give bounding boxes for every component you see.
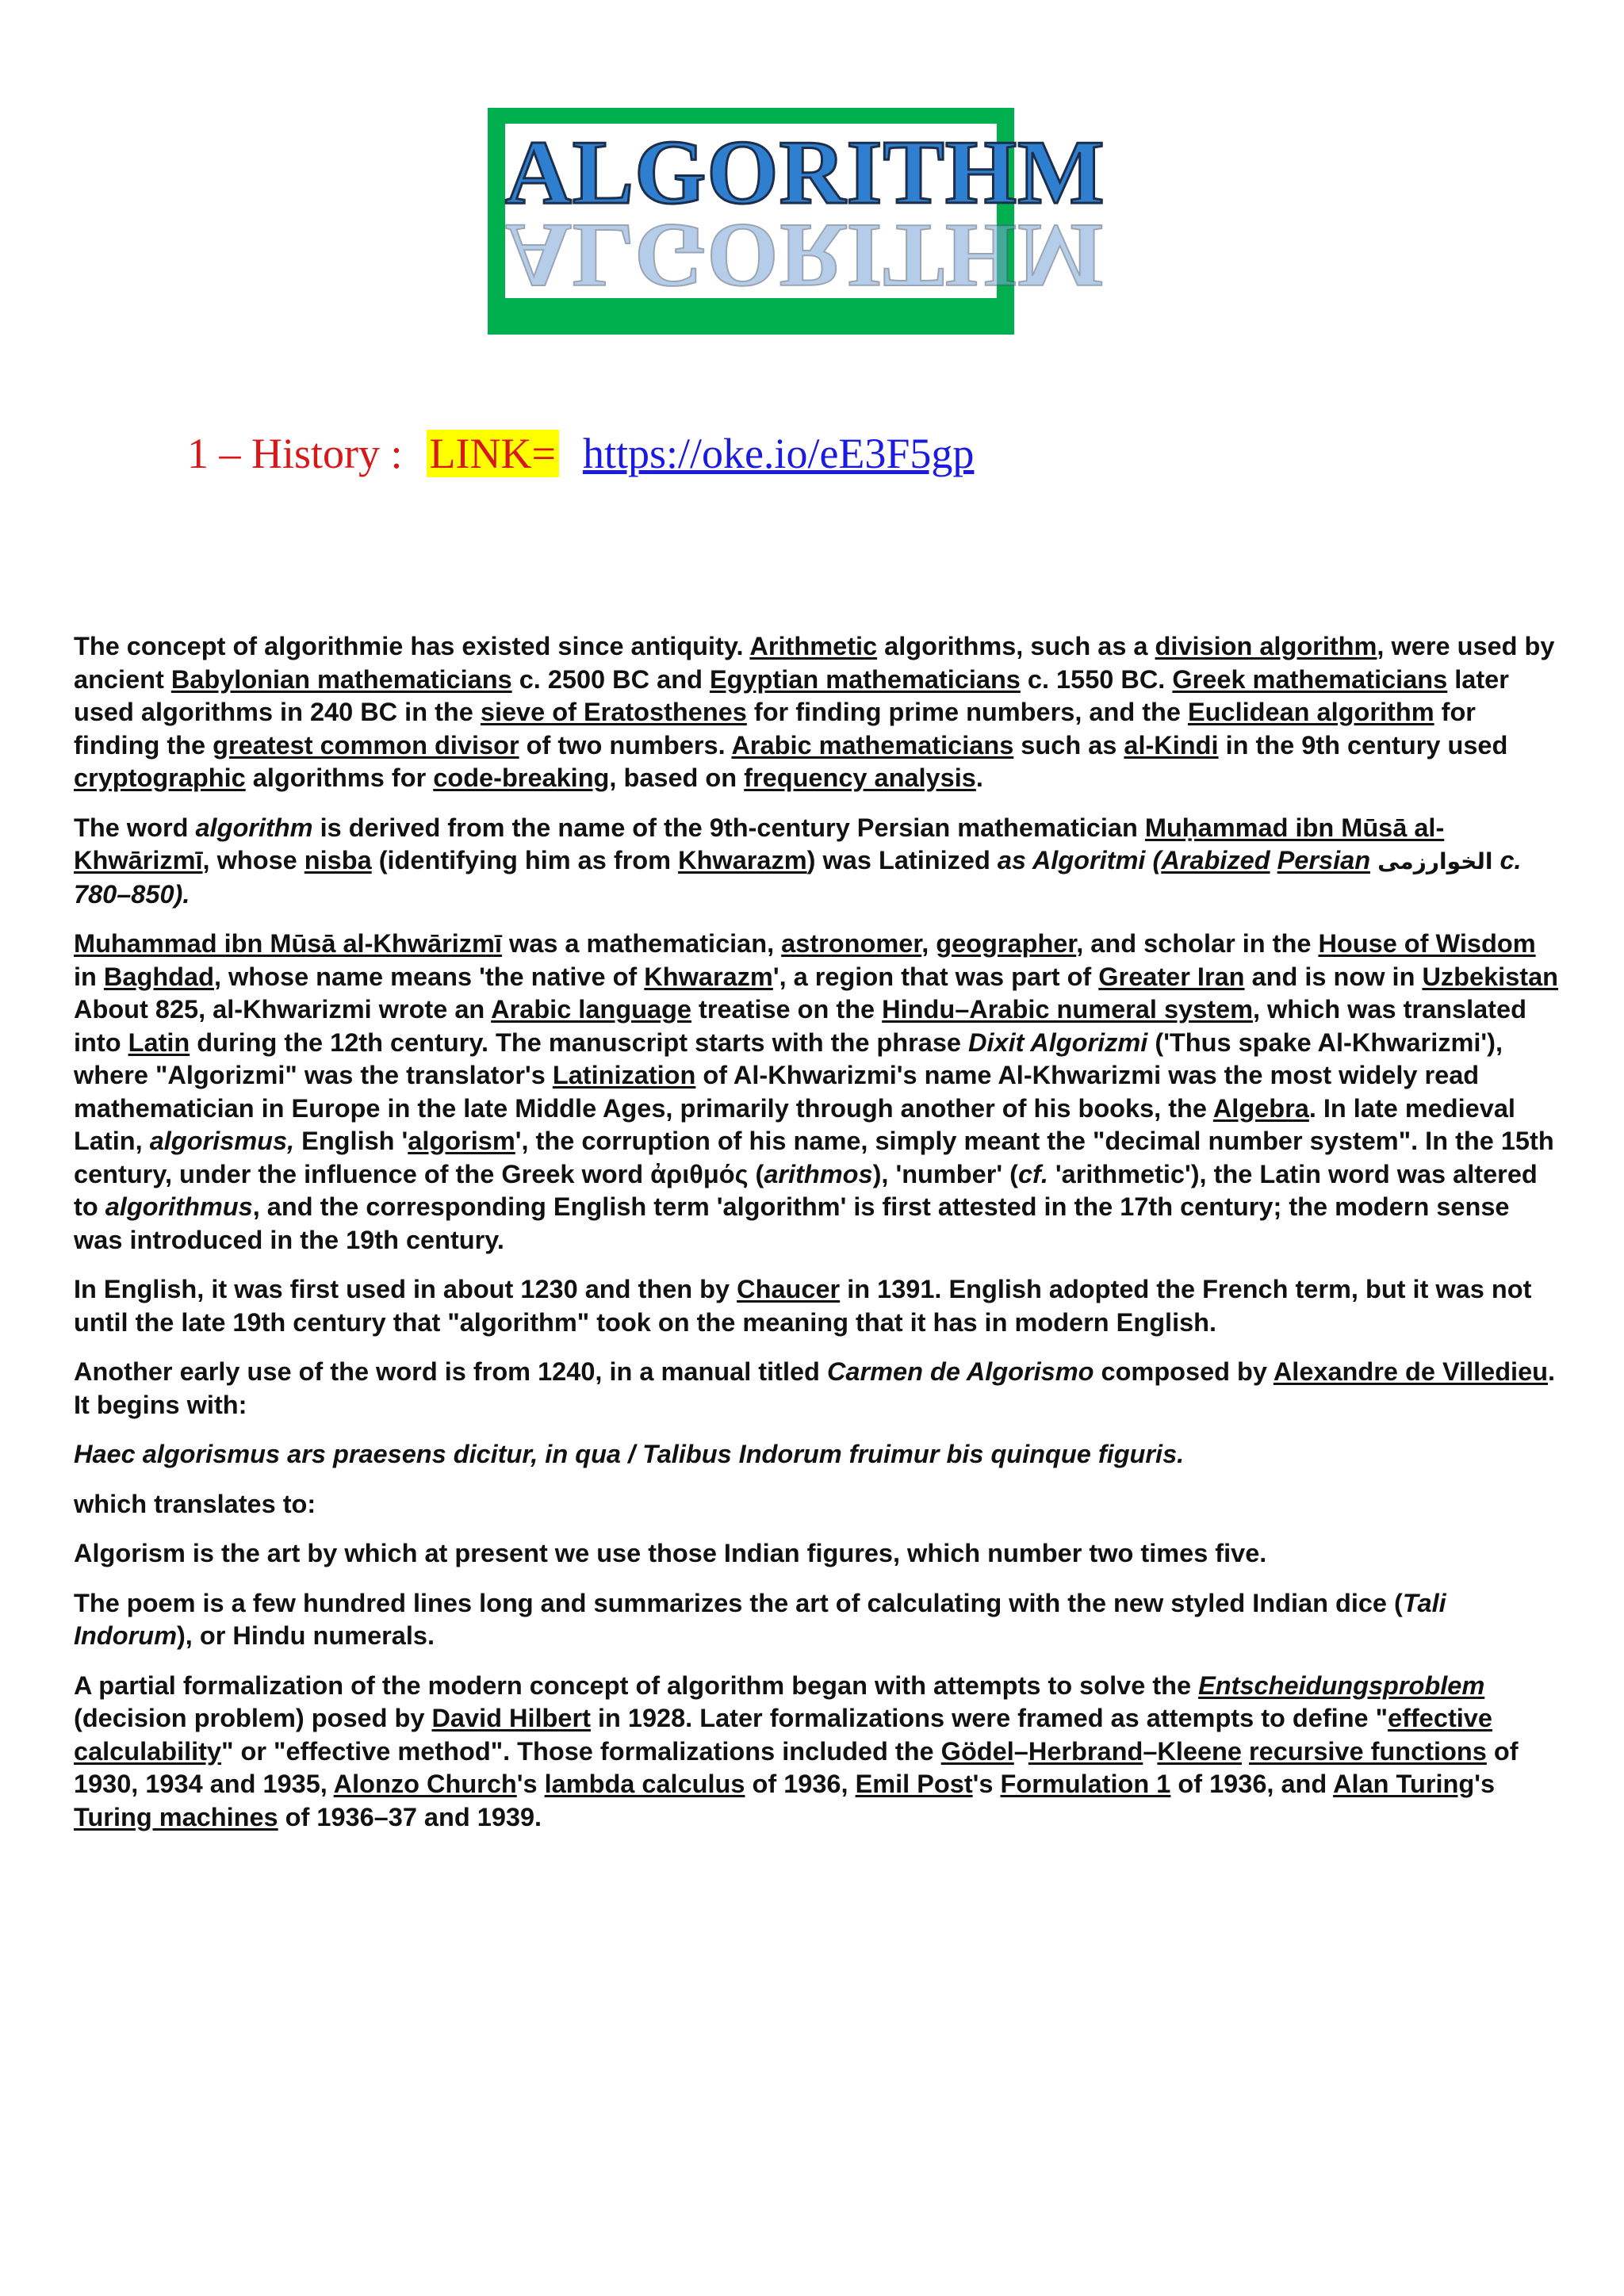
- link-godel[interactable]: Gödel: [940, 1736, 1014, 1766]
- text: [1270, 846, 1277, 874]
- text: , which was translated into: [74, 995, 1526, 1057]
- paragraph-3: [74, 928, 1565, 1257]
- italic-text: algorithm: [195, 813, 313, 842]
- link-al-kindi[interactable]: al-Kindi: [1124, 730, 1219, 760]
- link-arabic-mathematicians[interactable]: Arabic mathematicians: [731, 730, 1014, 760]
- link-babylonian-mathematicians[interactable]: Babylonian mathematicians: [170, 664, 512, 694]
- paragraph-1: [74, 630, 1565, 795]
- link-geographer[interactable]: geographer: [936, 929, 1077, 958]
- text: –: [1013, 1736, 1028, 1766]
- link-greek-mathematicians[interactable]: Greek mathematicians: [1172, 664, 1448, 694]
- link-recursive-functions[interactable]: recursive functions: [1249, 1736, 1487, 1766]
- link-algebra[interactable]: Algebra: [1212, 1093, 1309, 1123]
- italic-text: Carmen de Algorismo: [826, 1357, 1094, 1386]
- link-persian[interactable]: Persian: [1277, 846, 1371, 874]
- link-hindu-arabic-numeral-system[interactable]: Hindu–Arabic numeral system: [882, 995, 1253, 1024]
- text: ), or Hindu numerals.: [176, 1621, 435, 1650]
- link-herbrand[interactable]: Herbrand: [1028, 1736, 1143, 1766]
- link-arabized[interactable]: Arabized: [1161, 846, 1270, 874]
- paragraph-10: [74, 1670, 1565, 1835]
- text: 's: [972, 1770, 1001, 1798]
- link-david-hilbert[interactable]: David Hilbert: [431, 1704, 591, 1732]
- text: , whose name means 'the native of: [213, 962, 645, 991]
- text: , and the corresponding English term 'algorithm' is first attested in the 17th century; the modern sense was introduced in the 19th century.: [74, 1192, 1510, 1254]
- text: composed by: [1094, 1357, 1274, 1386]
- section-heading: [187, 425, 974, 482]
- italic-text: Haec algorismus ars praesens dicitur, in qua / Talibus Indorum fruimur bis quinque figuris.: [74, 1440, 1185, 1468]
- text: during the 12th century. The manuscript starts with the phrase: [190, 1027, 969, 1057]
- text: ,: [921, 929, 936, 958]
- link-cryptographic[interactable]: cryptographic: [74, 763, 246, 792]
- text: –: [1143, 1736, 1158, 1766]
- text: The poem is a few hundred lines long and summarizes the art of calculating with the new styled Indian dice (: [74, 1588, 1403, 1617]
- text: In English, it was first used in about 1230 and then by: [74, 1275, 737, 1303]
- paragraph-7: [74, 1488, 1565, 1521]
- italic-text: c. 780–850).: [74, 846, 1522, 909]
- paragraph-9: [74, 1587, 1565, 1653]
- text: Another early use of the word is from 1240, in a manual titled: [74, 1357, 827, 1386]
- italic-text: as Algoritmi (: [997, 846, 1162, 874]
- text: About 825, al-Khwarizmi wrote an: [74, 995, 492, 1024]
- link-alonzo-church[interactable]: Alonzo Church: [333, 1770, 517, 1798]
- link-emil-post[interactable]: Emil Post: [855, 1770, 973, 1798]
- text: " or "effective method". Those formalizations included the: [221, 1736, 941, 1766]
- link-euclidean-algorithm[interactable]: Euclidean algorithm: [1187, 698, 1434, 726]
- text: , and scholar in the: [1076, 929, 1319, 958]
- text: in the 9th century used: [1218, 730, 1508, 760]
- text: . It begins with:: [74, 1357, 1556, 1419]
- text: in 1391. English adopted the French term, but it was not until the late 19th century that "algorithm" took on the meaning that it has in modern English.: [74, 1275, 1532, 1337]
- text: later used algorithms in 240 BC in the: [74, 664, 1509, 726]
- text: , whose: [202, 846, 304, 874]
- text: algorithms for: [245, 763, 434, 792]
- link-nisba[interactable]: nisba: [304, 846, 372, 874]
- link-al-khwarizmi[interactable]: Muḥammad ibn Mūsā al-Khwārizmī: [74, 813, 1445, 874]
- link-entscheidungsproblem[interactable]: Entscheidungsproblem: [1198, 1670, 1485, 1700]
- link-alexandre-de-villedieu[interactable]: Alexandre de Villedieu: [1273, 1357, 1549, 1386]
- text: , were used by ancient: [74, 632, 1555, 694]
- link-alan-turing[interactable]: Alan Turing: [1333, 1770, 1475, 1798]
- link-latin[interactable]: Latin: [128, 1027, 190, 1057]
- text: was a mathematician,: [501, 929, 782, 958]
- link-egyptian-mathematicians[interactable]: Egyptian mathematicians: [709, 664, 1021, 694]
- text: The concept of algorithmie has existed since antiquity.: [74, 632, 750, 660]
- link-sieve-of-eratosthenes[interactable]: sieve of Eratosthenes: [480, 698, 747, 726]
- text: Algorism is the art by which at present we use those Indian figures, which number two times five.: [74, 1539, 1267, 1567]
- text: A partial formalization of the modern concept of algorithm began with attempts to solve the: [74, 1670, 1199, 1700]
- text: ) was Latinized: [806, 846, 998, 874]
- link-astronomer[interactable]: astronomer: [781, 929, 922, 958]
- text: algorithms, such as a: [877, 632, 1155, 660]
- text: and is now in: [1244, 962, 1423, 991]
- italic-text: Tali Indorum: [74, 1588, 1446, 1650]
- text: of 1936, and: [1170, 1770, 1334, 1798]
- text: (identifying him as from: [371, 846, 679, 874]
- text: of 1936–37 and 1939.: [278, 1802, 542, 1831]
- text: such as: [1013, 730, 1124, 760]
- text: ), 'number' (: [872, 1159, 1018, 1188]
- italic-text: arithmos: [764, 1159, 873, 1188]
- text: treatise on the: [691, 995, 883, 1024]
- italic-text: algorithmus: [105, 1192, 253, 1221]
- link-code-breaking[interactable]: code-breaking: [433, 763, 610, 792]
- text: of 1930, 1934 and 1935,: [74, 1736, 1519, 1798]
- logo-word-reflection: ALGORITHM: [505, 205, 1105, 306]
- link-division-algorithm[interactable]: division algorithm: [1155, 632, 1377, 660]
- text: The word: [74, 813, 196, 842]
- text: for finding the: [74, 698, 1476, 760]
- heading-title: 1 – History :: [187, 430, 403, 477]
- paragraph-8: [74, 1537, 1565, 1571]
- text: (decision problem) posed by: [74, 1704, 432, 1732]
- text: , based on: [609, 763, 745, 792]
- text: 's: [1474, 1770, 1496, 1798]
- text: 's: [516, 1770, 545, 1798]
- link-chaucer[interactable]: Chaucer: [737, 1275, 841, 1303]
- text: English ': [294, 1127, 408, 1155]
- text: is derived from the name of the 9th-century Persian mathematician: [312, 813, 1145, 842]
- text: .: [975, 763, 983, 792]
- text: ', the corruption of his name, simply meant the "decimal number system". In the 15th century, under the influence of the Greek word ἀριθμός (: [74, 1127, 1554, 1188]
- link-house-of-wisdom[interactable]: House of Wisdom: [1318, 929, 1536, 958]
- logo-inner-panel: [505, 122, 1105, 306]
- link-kleene[interactable]: Kleene: [1157, 1736, 1242, 1766]
- text: which translates to:: [74, 1489, 316, 1518]
- text: 'arithmetic'), the Latin word was altered to: [74, 1159, 1538, 1221]
- paragraph-6-latin-quote: [74, 1438, 1565, 1471]
- link-formulation-1[interactable]: Formulation 1: [1000, 1770, 1171, 1798]
- text: in: [74, 962, 104, 991]
- text: of Al-Khwarizmi's name Al-Khwarizmi was the most widely read mathematician in Europe in the late Middle Ages, primarily through another of his books, the: [74, 1061, 1480, 1123]
- text: of two numbers.: [519, 730, 732, 760]
- link-arabic-language[interactable]: Arabic language: [491, 995, 691, 1024]
- link-latinization[interactable]: Latinization: [552, 1061, 696, 1089]
- link-baghdad[interactable]: Baghdad: [103, 962, 214, 991]
- link-khwarazm-2[interactable]: Khwarazm: [644, 962, 773, 991]
- text: ', a region that was part of: [772, 962, 1099, 991]
- text: in 1928. Later formalizations were framed as attempts to define ": [590, 1704, 1388, 1732]
- link-arithmetic[interactable]: Arithmetic: [749, 632, 878, 660]
- article-body: [74, 630, 1565, 1850]
- algorithm-logo: [488, 108, 1105, 335]
- text: ('Thus spake Al-Khwarizmi'), where "Algorizmi" was the translator's: [74, 1027, 1503, 1089]
- link-khwarazm[interactable]: Khwarazm: [678, 846, 807, 874]
- text: of 1936,: [745, 1770, 856, 1798]
- text: [1242, 1737, 1249, 1766]
- logo-word: ALGORITHM: [505, 122, 1105, 224]
- link-effective-calculability[interactable]: effective calculability: [74, 1704, 1492, 1766]
- text: . In late medieval Latin,: [74, 1093, 1515, 1155]
- link-label: LINK=: [427, 430, 559, 477]
- italic-text: Dixit Algorizmi: [968, 1027, 1148, 1057]
- paragraph-2: [74, 812, 1565, 912]
- link-greater-iran[interactable]: Greater Iran: [1098, 962, 1245, 991]
- italic-text: algorismus,: [149, 1127, 295, 1155]
- text: c. 1550 BC.: [1020, 664, 1173, 694]
- arabic-name: الخوارزمی: [1377, 848, 1493, 874]
- paragraph-5: [74, 1356, 1565, 1422]
- link-algorism[interactable]: algorism: [408, 1127, 515, 1155]
- history-link[interactable]: https://oke.io/eE3F5gp: [582, 430, 975, 477]
- link-turing-machines[interactable]: Turing machines: [74, 1802, 278, 1831]
- link-frequency-analysis[interactable]: frequency analysis: [744, 763, 976, 792]
- text: [1370, 846, 1377, 874]
- link-muhammad-ibn-musa[interactable]: Muhammad ibn Mūsā al-Khwārizmī: [74, 929, 502, 958]
- italic-text: cf.: [1017, 1159, 1048, 1188]
- text: for finding prime numbers, and the: [746, 698, 1188, 726]
- link-lambda-calculus[interactable]: lambda calculus: [544, 1770, 745, 1798]
- link-uzbekistan[interactable]: Uzbekistan: [1422, 962, 1559, 991]
- text: c. 2500 BC and: [511, 664, 710, 694]
- paragraph-4: [74, 1273, 1565, 1339]
- link-greatest-common-divisor[interactable]: greatest common divisor: [213, 730, 519, 760]
